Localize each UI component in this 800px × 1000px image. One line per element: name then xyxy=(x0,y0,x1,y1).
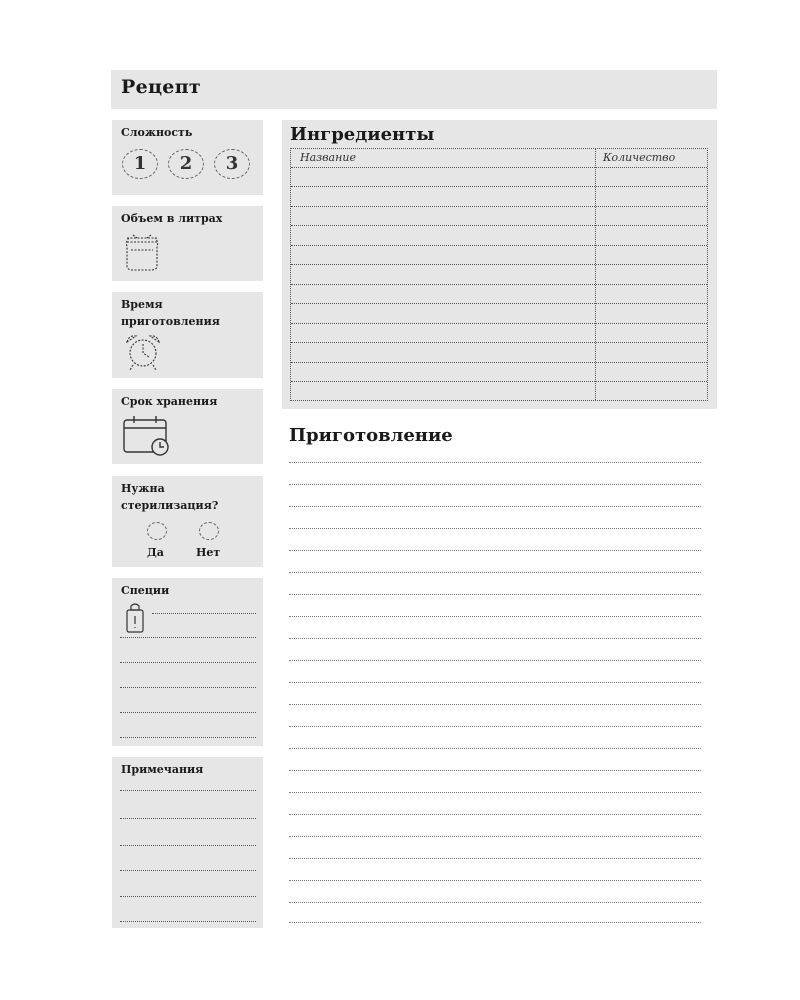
preparation-line[interactable] xyxy=(289,616,701,617)
cook-time-label-2: приготовления xyxy=(121,315,220,328)
sterilization-label-2: стерилизация? xyxy=(121,499,219,512)
cook-time-label-1: Время xyxy=(121,298,163,311)
column-header-quantity: Количество xyxy=(603,151,676,164)
preparation-title: Приготовление xyxy=(289,425,453,446)
preparation-line[interactable] xyxy=(289,858,701,859)
preparation-line[interactable] xyxy=(289,550,701,551)
table-row[interactable] xyxy=(291,303,707,304)
preparation-line[interactable] xyxy=(289,922,701,923)
note-line[interactable] xyxy=(120,921,256,922)
preparation-line[interactable] xyxy=(289,880,701,881)
column-header-name: Название xyxy=(300,151,356,164)
jar-icon xyxy=(121,232,163,272)
sterilization-label-1: Нужна xyxy=(121,482,165,495)
spice-line[interactable] xyxy=(120,662,256,663)
shelf-life-panel xyxy=(112,389,263,464)
table-row[interactable] xyxy=(291,167,707,168)
spice-line[interactable] xyxy=(120,637,256,638)
sterilization-panel xyxy=(112,476,263,567)
table-row[interactable] xyxy=(291,264,707,265)
sterilization-yes-label: Да xyxy=(147,546,164,559)
preparation-line[interactable] xyxy=(289,748,701,749)
note-line[interactable] xyxy=(120,818,256,819)
table-row[interactable] xyxy=(291,206,707,207)
table-row[interactable] xyxy=(291,186,707,187)
spice-shaker-icon xyxy=(124,602,146,634)
page-title: Рецепт xyxy=(121,76,201,98)
preparation-line[interactable] xyxy=(289,528,701,529)
preparation-line[interactable] xyxy=(289,902,701,903)
table-row[interactable] xyxy=(291,381,707,382)
preparation-line[interactable] xyxy=(289,770,701,771)
difficulty-level-1[interactable]: 1 xyxy=(122,149,158,179)
ingredients-panel xyxy=(282,120,717,409)
notes-panel xyxy=(112,757,263,928)
preparation-line[interactable] xyxy=(289,462,701,463)
alarm-clock-icon xyxy=(121,332,165,372)
preparation-line[interactable] xyxy=(289,814,701,815)
preparation-line[interactable] xyxy=(289,506,701,507)
table-row[interactable] xyxy=(291,342,707,343)
volume-panel xyxy=(112,206,263,281)
notes-label: Примечания xyxy=(121,763,204,776)
note-line[interactable] xyxy=(120,790,256,791)
table-row[interactable] xyxy=(291,225,707,226)
sterilization-yes-radio[interactable] xyxy=(147,522,167,540)
table-row[interactable] xyxy=(291,362,707,363)
sterilization-no-label: Нет xyxy=(196,546,221,559)
preparation-line[interactable] xyxy=(289,484,701,485)
shelf-life-label: Срок хранения xyxy=(121,395,218,408)
preparation-line[interactable] xyxy=(289,638,701,639)
preparation-line[interactable] xyxy=(289,836,701,837)
preparation-line[interactable] xyxy=(289,660,701,661)
ingredients-title: Ингредиенты xyxy=(290,124,435,145)
table-row[interactable] xyxy=(291,323,707,324)
preparation-line[interactable] xyxy=(289,792,701,793)
volume-label: Объем в литрах xyxy=(121,212,223,225)
difficulty-panel xyxy=(112,120,263,195)
spice-line[interactable] xyxy=(152,613,256,614)
difficulty-label: Сложность xyxy=(121,126,193,139)
preparation-line[interactable] xyxy=(289,572,701,573)
title-bar xyxy=(111,70,717,109)
cook-time-panel xyxy=(112,292,263,378)
note-line[interactable] xyxy=(120,896,256,897)
table-row[interactable] xyxy=(291,284,707,285)
spice-line[interactable] xyxy=(120,712,256,713)
spices-panel xyxy=(112,578,263,746)
spices-label: Специи xyxy=(121,584,170,597)
spice-line[interactable] xyxy=(120,737,256,738)
spice-line[interactable] xyxy=(120,687,256,688)
preparation-line[interactable] xyxy=(289,726,701,727)
difficulty-level-3[interactable]: 3 xyxy=(214,149,250,179)
difficulty-level-2[interactable]: 2 xyxy=(168,149,204,179)
preparation-line[interactable] xyxy=(289,704,701,705)
preparation-line[interactable] xyxy=(289,682,701,683)
preparation-line[interactable] xyxy=(289,594,701,595)
table-row[interactable] xyxy=(291,245,707,246)
sterilization-no-radio[interactable] xyxy=(199,522,219,540)
note-line[interactable] xyxy=(120,870,256,871)
ingredients-table xyxy=(290,148,708,401)
calendar-clock-icon xyxy=(122,415,172,457)
note-line[interactable] xyxy=(120,845,256,846)
